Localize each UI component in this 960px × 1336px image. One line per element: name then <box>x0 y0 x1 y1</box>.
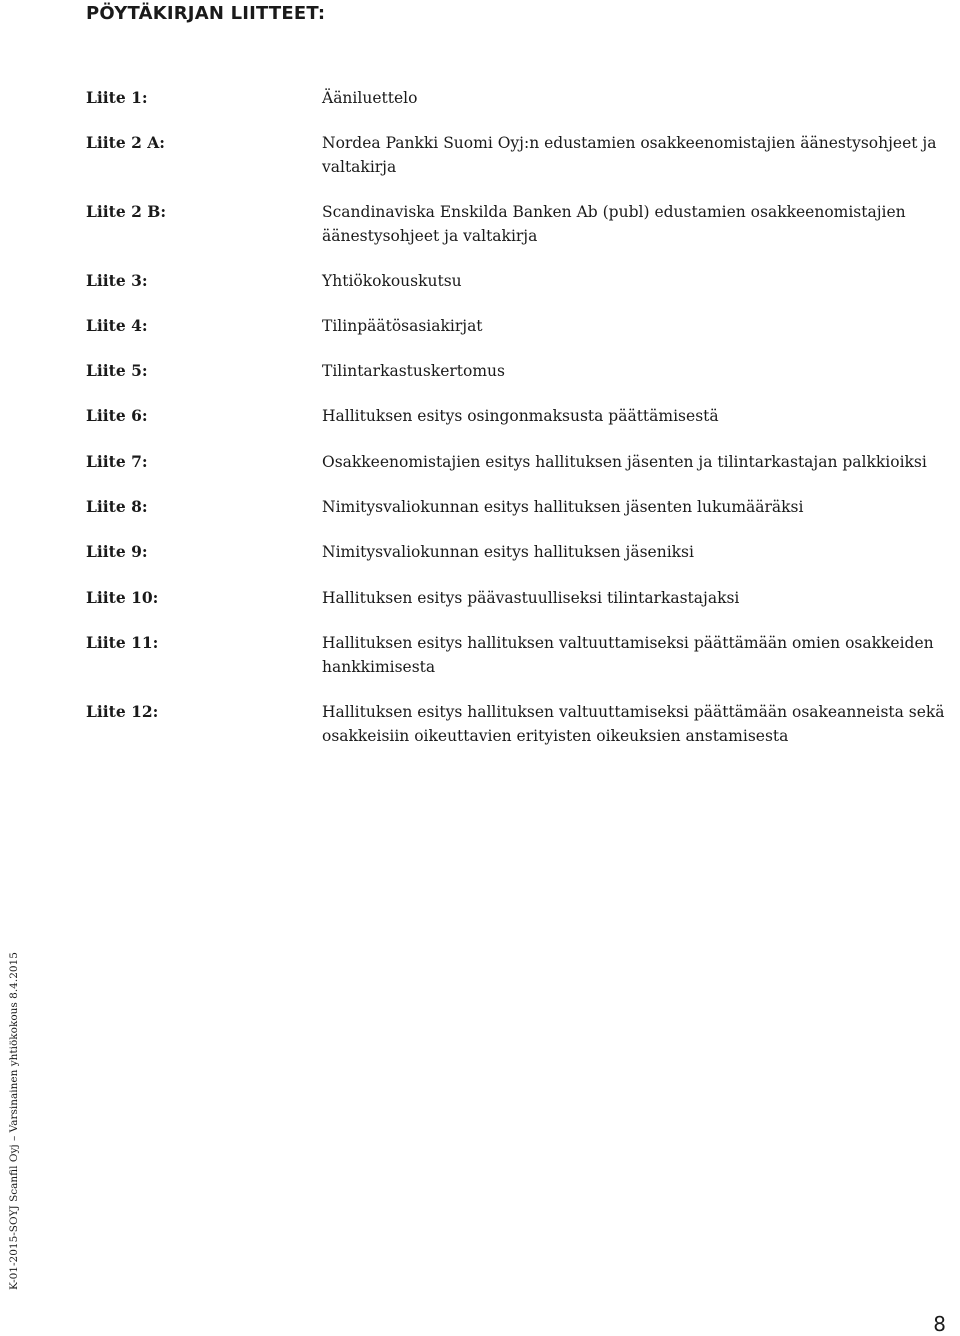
page-title: PÖYTÄKIRJAN LIITTEET: <box>86 3 326 24</box>
attachment-description: Ääniluettelo <box>322 89 418 107</box>
attachment-label: Liite 2 B: <box>86 202 167 221</box>
attachment-label: Liite 3: <box>86 271 148 290</box>
attachment-description: Yhtiökokouskutsu <box>322 272 462 290</box>
attachment-description: Nimitysvaliokunnan esitys hallituksen jäsenten lukumääräksi <box>322 498 804 516</box>
attachment-description: Osakkeenomistajien esitys hallituksen jäsenten ja tilintarkastajan palkkioiksi <box>322 453 927 471</box>
attachment-label: Liite 1: <box>86 88 148 107</box>
attachment-label: Liite 9: <box>86 542 148 561</box>
attachment-description: Hallituksen esitys osingonmaksusta päättämisestä <box>322 407 719 425</box>
attachment-description: Hallituksen esitys päävastuulliseksi tilintarkastajaksi <box>322 589 740 607</box>
attachment-label: Liite 4: <box>86 316 148 335</box>
attachment-label: Liite 10: <box>86 588 159 607</box>
attachment-description: Tilintarkastuskertomus <box>322 362 505 380</box>
attachment-label: Liite 8: <box>86 497 148 516</box>
attachment-label: Liite 12: <box>86 702 159 721</box>
attachment-label: Liite 5: <box>86 361 148 380</box>
attachment-label: Liite 11: <box>86 633 159 652</box>
attachment-description: Nimitysvaliokunnan esitys hallituksen jäseniksi <box>322 543 694 561</box>
attachment-description: Scandinaviska Enskilda Banken Ab (publ) edustamien osakkeenomistajien äänestysohjeet ja valtakirja <box>322 203 906 245</box>
page-number: 8 <box>933 1312 946 1336</box>
attachment-description: Hallituksen esitys hallituksen valtuuttamiseksi päättämään osakeanneista sekä osakkeisiin oikeuttavien erityisten oikeuksien anstamisesta <box>322 703 945 745</box>
attachment-label: Liite 6: <box>86 406 148 425</box>
attachment-description: Nordea Pankki Suomi Oyj:n edustamien osakkeenomistajien äänestysohjeet ja valtakirja <box>322 134 937 176</box>
attachment-label: Liite 7: <box>86 452 148 471</box>
attachment-label: Liite 2 A: <box>86 133 166 152</box>
attachment-description: Tilinpäätösasiakirjat <box>322 317 483 335</box>
document-reference-note: K-01-2015-SOYJ Scanfil Oyj – Varsinainen yhtiökokous 8.4.2015 <box>8 952 20 1290</box>
attachment-description: Hallituksen esitys hallituksen valtuuttamiseksi päättämään omien osakkeiden hankkimisesta <box>322 634 934 676</box>
